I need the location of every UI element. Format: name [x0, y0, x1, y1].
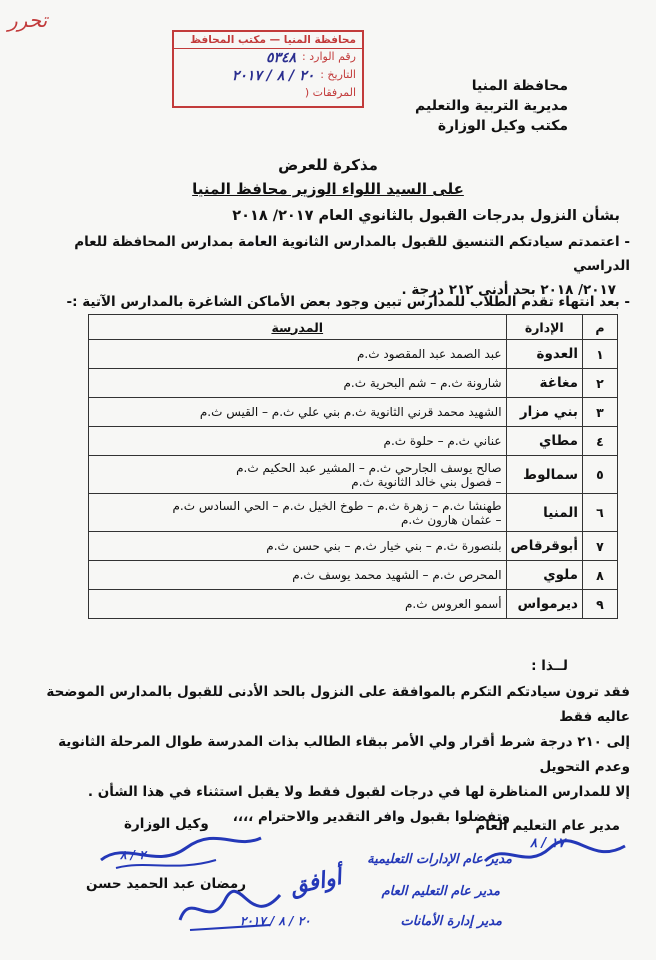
table-row: [89, 494, 618, 532]
row-school-line-1: صالح يوسف الجارحي ث.م – المشير عبد الحكيم ث.م: [236, 460, 502, 475]
row-school-line-1: عناني ث.م – حلوة ث.م: [383, 434, 502, 448]
bullet-1-line-2: ٢٠١٧/ ٢٠١٨ بحد أدنى ٢١٢ درجة .: [401, 282, 616, 298]
closing-line-2: إلى ٢١٠ درجة شرط أقرار ولي الأمر ببقاء الطالب بذات المدرسة طوال المرحلة الثانوية وعدم التحويل: [58, 734, 630, 775]
approval-signature: [170, 880, 290, 940]
table-row: [89, 532, 618, 561]
row-admin: أبوقرقاص: [506, 532, 582, 561]
row-admin: العدوة: [506, 340, 582, 369]
row-school: [89, 456, 507, 494]
incoming-stamp: [172, 30, 364, 108]
closing-body: [20, 680, 630, 830]
row-school-line-1: بلنصورة ث.م – بني خيار ث.م – بني حسن ث.م: [266, 539, 502, 553]
row-school-line-1: عبد الصمد عبد المقصود ث.م: [356, 347, 502, 361]
header-num: م: [583, 315, 618, 340]
row-school: [89, 590, 507, 619]
row-school-line-1: طهنشا ث.م – زهرة ث.م – طوخ الخيل ث.م – الحي السادس ث.م: [172, 498, 502, 513]
table-row: [89, 590, 618, 619]
stamp-incoming-label: رقم الوارد :: [302, 50, 356, 63]
row-num: ٤: [583, 427, 618, 456]
undersecretary-date: ٢٠ / ٨: [120, 848, 153, 862]
table-row: [89, 369, 618, 398]
row-school-line-1: أسمو العروس ث.م: [404, 597, 502, 611]
row-num: ٧: [583, 532, 618, 561]
stamp-date-label: التاريخ :: [320, 68, 356, 81]
row-school: [89, 398, 507, 427]
letterhead: [415, 76, 568, 136]
approval-word: أوافق: [287, 864, 344, 901]
row-admin: بني مزار: [506, 398, 582, 427]
row-num: ٩: [583, 590, 618, 619]
row-school-line-1: المحرص ث.م – الشهيد محمد يوسف ث.م: [292, 568, 502, 582]
header-school: المدرسة: [89, 315, 507, 340]
bullet-1-line-1: - اعتمدتم سيادتكم التنسيق للقبول بالمدارس الثانوية العامة بمدارس المحافظة للعام الدراسي: [74, 234, 630, 274]
row-num: ٦: [583, 494, 618, 532]
stamp-date-value: ٢٠ / ٨ / ٢٠١٧: [231, 68, 315, 84]
closing-lazaa: لــذا :: [531, 658, 568, 674]
row-school: [89, 340, 507, 369]
row-num: ١: [583, 340, 618, 369]
table-row: [89, 340, 618, 369]
table-row: [89, 398, 618, 427]
memo-subject: بشأن النزول بدرجات القبول بالثانوي العام ٢٠١٧/ ٢٠١٨: [232, 208, 620, 224]
row-school-line-2: – عثمان هارون ث.م: [400, 512, 502, 527]
row-school-line-1: شارونة ث.م – شم البحرية ث.م: [343, 376, 502, 390]
memo-bullet-2: - بعد انتهاء تقدم الطلاب للمدارس تبين وجود بعض الأماكن الشاغرة بالمدارس الآتية :-: [66, 294, 630, 310]
closing-line-1: فقد ترون سيادتكم التكرم بالموافقة على النزول بالحد الأدنى للقبول بالمدارس الموضحة عاليه فقط: [46, 684, 630, 725]
letterhead-governorate: محافظة المنيا: [471, 78, 568, 94]
approval-date: ٢٠ / ٨ / ٢٠١٧: [240, 914, 311, 928]
hand-note-1: مدير عام الإدارات التعليمية: [367, 852, 512, 867]
row-admin: ديرمواس: [506, 590, 582, 619]
closing-line-3: إلا للمدارس المناظرة لها في درجات لقبول فقط ولا يقبل استثناء في هذا الشأن .: [87, 784, 630, 800]
undersecretary-title: وكيل الوزارة: [124, 816, 209, 832]
row-num: ٣: [583, 398, 618, 427]
stamp-incoming-value: ٥٣٤٨: [265, 50, 297, 66]
table-row: [89, 561, 618, 590]
hand-note-2: مدير عام التعليم العام: [381, 884, 500, 899]
row-school: [89, 561, 507, 590]
corner-scribble: تحرر: [8, 8, 48, 32]
row-admin: سمالوط: [506, 456, 582, 494]
row-school-line-1: الشهيد محمد قرني الثانوية ث.م بني علي ث.م – القيس ث.م: [199, 405, 502, 419]
undersecretary-name: رمضان عبد الحميد حسن: [86, 876, 247, 892]
row-school: [89, 427, 507, 456]
row-admin: المنيا: [506, 494, 582, 532]
row-school: [89, 494, 507, 532]
stamp-header: محافظة المنيا — مكتب المحافظ: [174, 32, 362, 49]
general-director-title: مدير عام التعليم العام: [475, 818, 620, 834]
row-admin: مغاغة: [506, 369, 582, 398]
row-admin: مطاي: [506, 427, 582, 456]
schools-table: [88, 314, 618, 619]
memo-subtitle: على السيد اللواء الوزير محافظ المنيا: [192, 180, 464, 198]
row-num: ٥: [583, 456, 618, 494]
row-num: ٢: [583, 369, 618, 398]
header-admin: الإدارة: [506, 315, 582, 340]
stamp-attachments-label: المرفقات (: [304, 86, 356, 99]
table-header-row: [89, 315, 618, 340]
closing-line-4: وتفضلوا بقبول وافر التقدير والاحترام ،،،،: [232, 809, 510, 825]
letterhead-office: مكتب وكيل الوزارة: [437, 118, 568, 134]
table-row: [89, 456, 618, 494]
row-num: ٨: [583, 561, 618, 590]
row-school: [89, 369, 507, 398]
row-school-line-2: – فصول بني خالد الثانوية ث.م: [351, 474, 502, 489]
memo-title: مذكرة للعرض: [278, 156, 378, 174]
hand-note-3: مدير إدارة الأمانات: [400, 914, 502, 929]
table-row: [89, 427, 618, 456]
letterhead-directorate: مديرية التربية والتعليم: [415, 98, 568, 114]
row-school: [89, 532, 507, 561]
hand-note-date: ١٧ / ٨: [530, 836, 565, 851]
row-admin: ملوي: [506, 561, 582, 590]
